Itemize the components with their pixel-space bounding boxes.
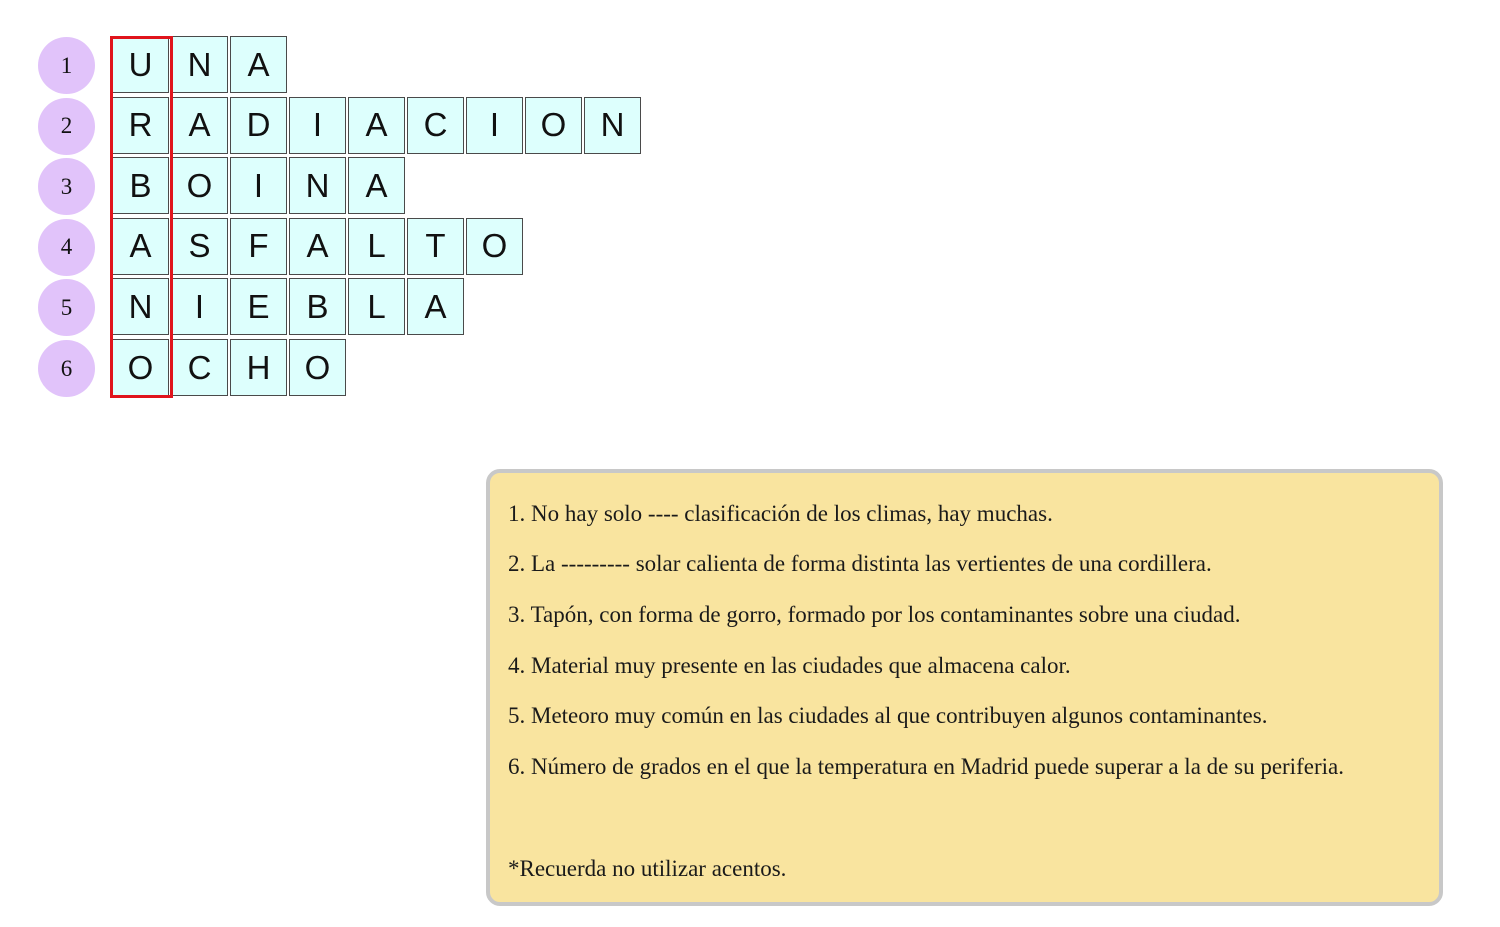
- clue-5: 5. Meteoro muy común en las ciudades al que contribuyen algunos contaminantes.: [508, 703, 1268, 728]
- letter-cell[interactable]: [171, 218, 228, 275]
- clue-6: 6. Número de grados en el que la temperatura en Madrid puede superar a la de su periferia.: [508, 754, 1344, 779]
- clues-panel: [486, 469, 1443, 906]
- clue-1: 1. No hay solo ---- clasificación de los climas, hay muchas.: [508, 501, 1053, 526]
- row-number-badge: 4: [38, 219, 95, 276]
- row-cells: [112, 218, 525, 275]
- letter-cell[interactable]: [289, 157, 346, 214]
- row-cells: [112, 157, 407, 214]
- row-cells: [112, 36, 289, 93]
- row-cells: [112, 97, 643, 154]
- letter-cell[interactable]: [112, 278, 169, 335]
- row-number-badge: 6: [38, 340, 95, 397]
- letter-cell[interactable]: [112, 218, 169, 275]
- clue-2: 2. La --------- solar calienta de forma distinta las vertientes de una cordillera.: [508, 551, 1212, 576]
- letter-cell[interactable]: [466, 97, 523, 154]
- clue-3: 3. Tapón, con forma de gorro, formado por los contaminantes sobre una ciudad.: [508, 602, 1241, 627]
- letter-cell[interactable]: [230, 278, 287, 335]
- letter-cell[interactable]: [584, 97, 641, 154]
- letter-cell[interactable]: [348, 278, 405, 335]
- letter-cell[interactable]: [171, 36, 228, 93]
- row-number-badge: 1: [38, 37, 95, 94]
- letter-cell[interactable]: [407, 97, 464, 154]
- letter-cell[interactable]: [348, 218, 405, 275]
- row-number-badge: 5: [38, 279, 95, 336]
- letter-cell[interactable]: [289, 218, 346, 275]
- letter-cell[interactable]: [289, 278, 346, 335]
- letter-cell[interactable]: [171, 157, 228, 214]
- letter-cell[interactable]: [407, 278, 464, 335]
- letter-cell[interactable]: [230, 157, 287, 214]
- letter-cell[interactable]: [348, 157, 405, 214]
- letter-cell[interactable]: [112, 36, 169, 93]
- letter-cell[interactable]: [407, 218, 464, 275]
- letter-cell[interactable]: [112, 339, 169, 396]
- letter-cell[interactable]: [230, 36, 287, 93]
- letter-cell[interactable]: [230, 218, 287, 275]
- letter-cell[interactable]: [171, 339, 228, 396]
- letter-cell[interactable]: [112, 97, 169, 154]
- letter-cell[interactable]: [230, 339, 287, 396]
- clue-4: 4. Material muy presente en las ciudades que almacena calor.: [508, 653, 1071, 678]
- letter-cell[interactable]: [525, 97, 582, 154]
- row-cells: [112, 339, 348, 396]
- letter-cell[interactable]: [289, 339, 346, 396]
- row-number-badge: 3: [38, 158, 95, 215]
- letter-cell[interactable]: [466, 218, 523, 275]
- letter-cell[interactable]: [171, 278, 228, 335]
- letter-cell[interactable]: [171, 97, 228, 154]
- letter-cell[interactable]: [348, 97, 405, 154]
- letter-cell[interactable]: [289, 97, 346, 154]
- accent-note: *Recuerda no utilizar acentos.: [508, 856, 787, 881]
- row-number-badge: 2: [38, 98, 95, 155]
- row-cells: [112, 278, 466, 335]
- letter-cell[interactable]: [230, 97, 287, 154]
- letter-cell[interactable]: [112, 157, 169, 214]
